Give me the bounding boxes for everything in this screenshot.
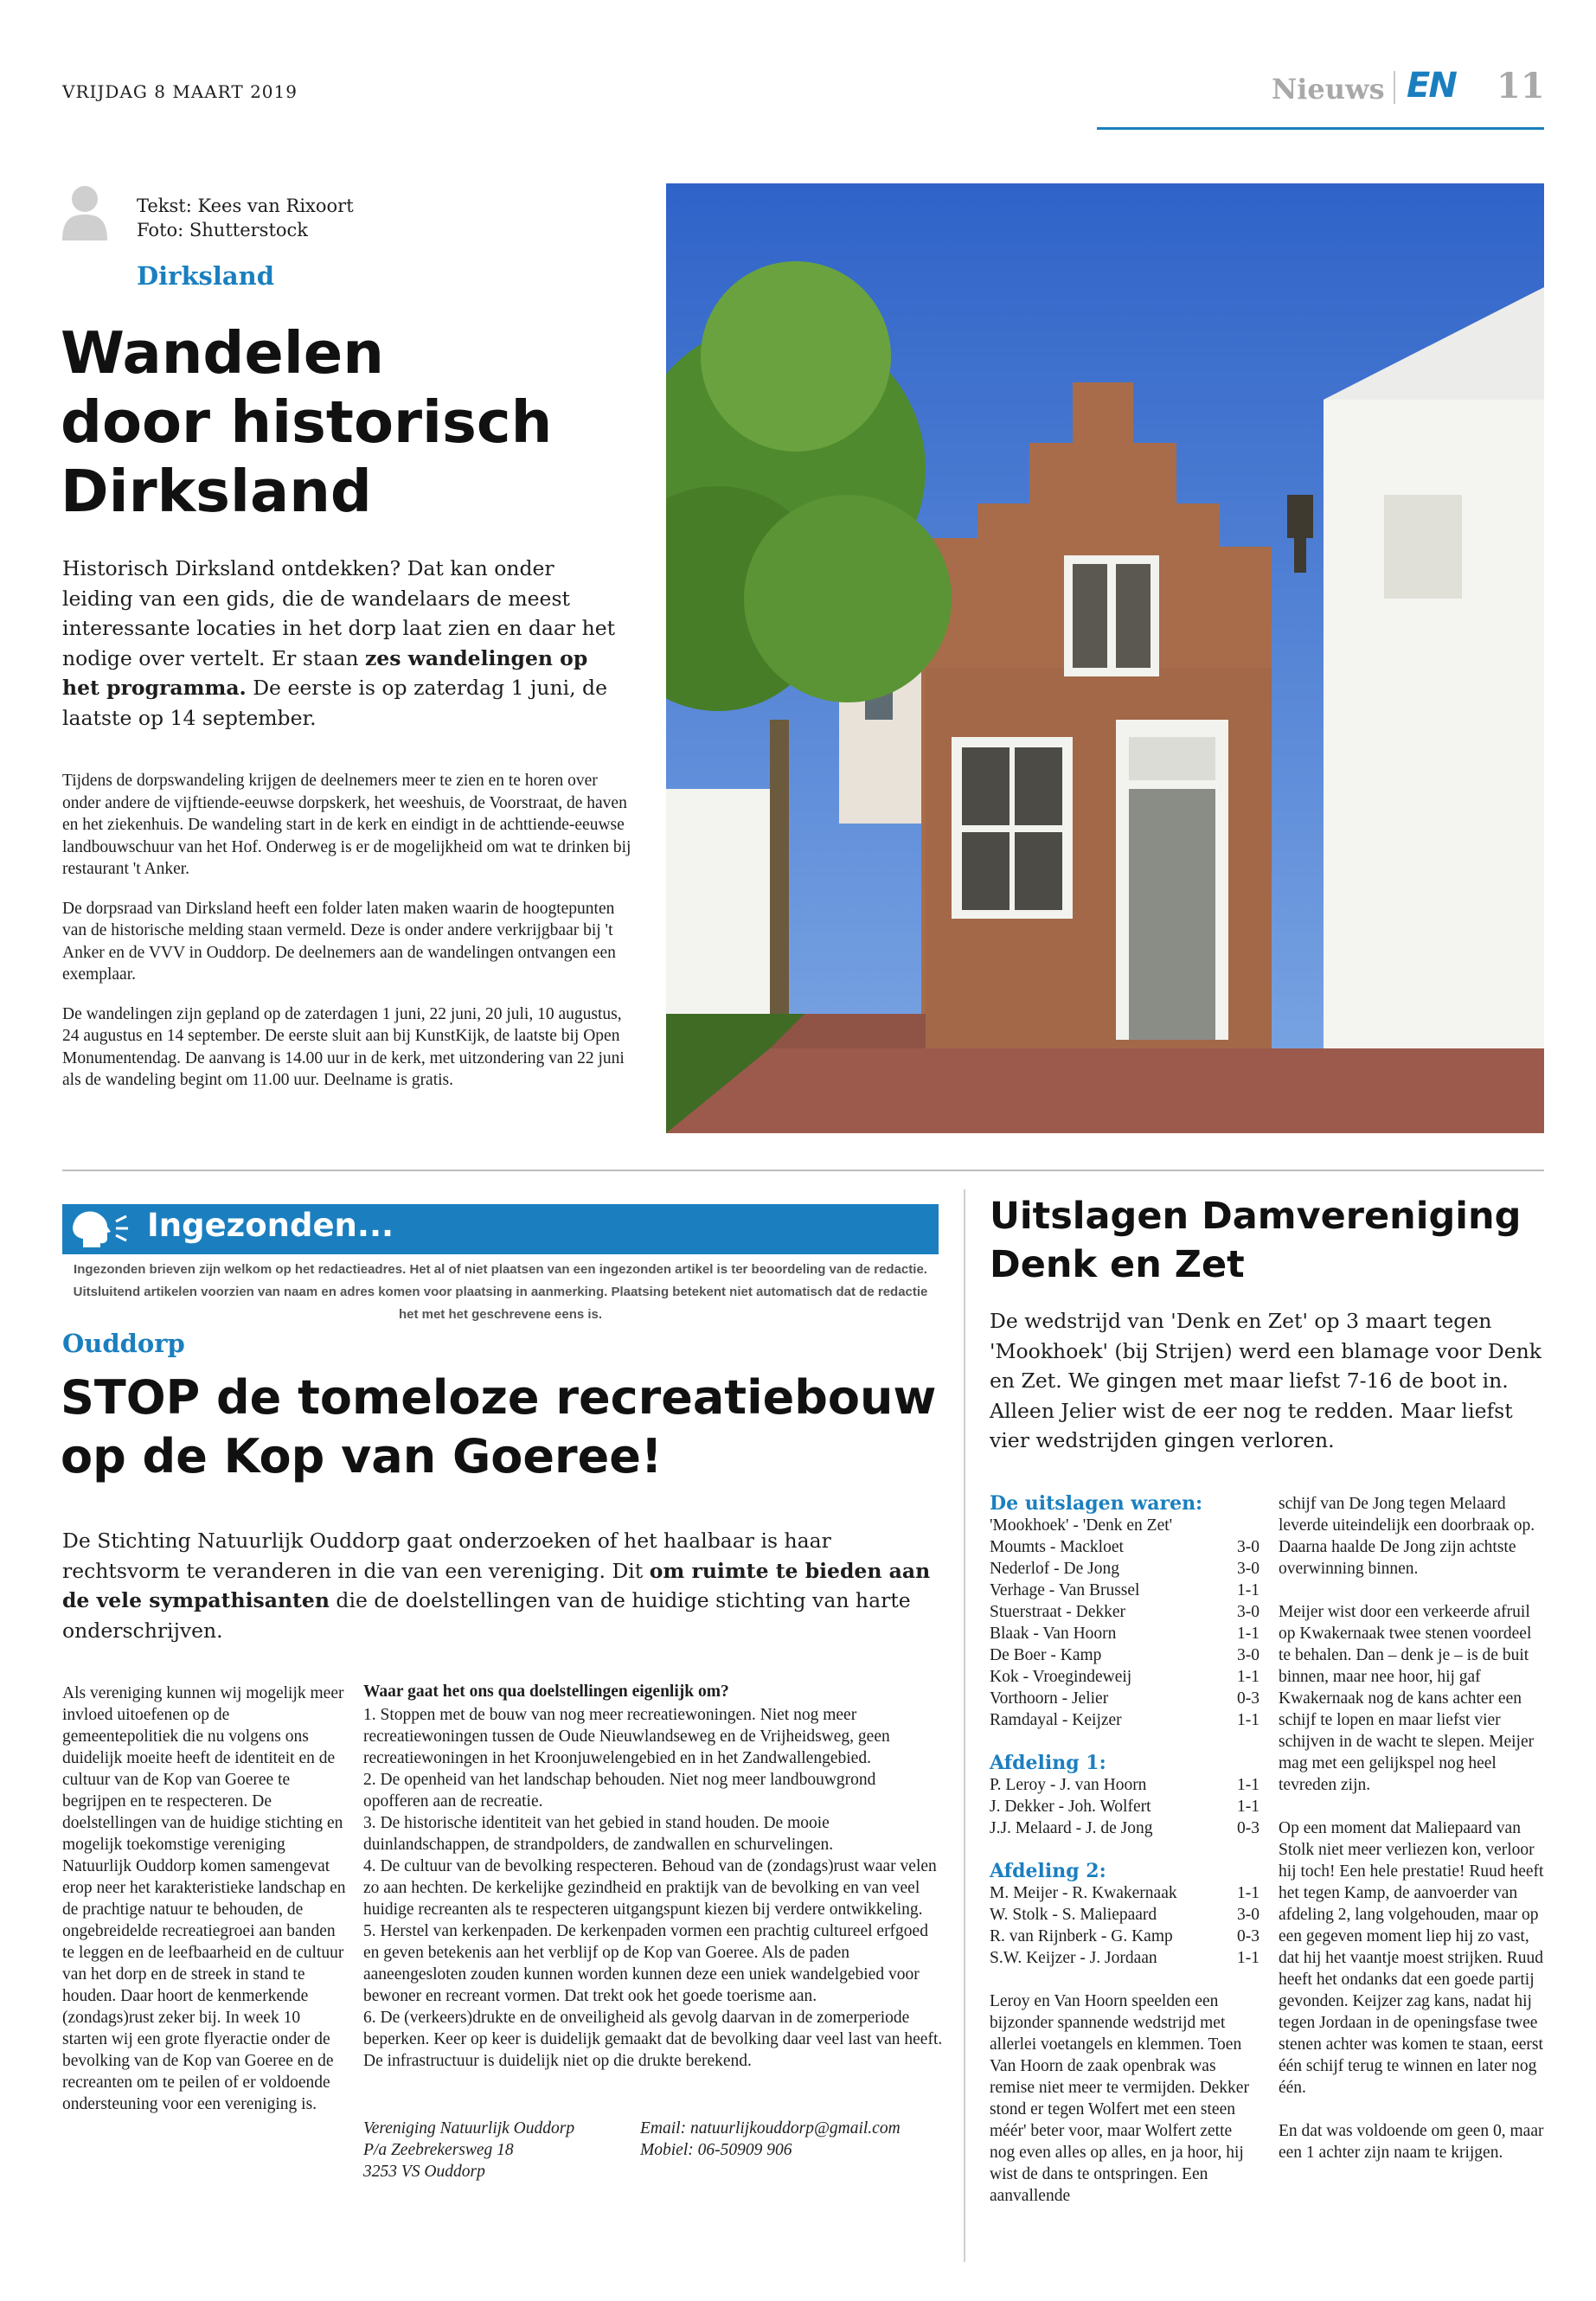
result-score: 1-1 (1237, 1668, 1259, 1686)
lead-emphasis: zes wandelingen op het programma. (62, 645, 588, 700)
article-body (62, 770, 633, 1109)
title-line: op de Kop van Goeree! (61, 1429, 663, 1484)
result-row (990, 1558, 1259, 1580)
speaking-head-icon (62, 1204, 152, 1254)
result-row (990, 1666, 1259, 1688)
article-lead (62, 554, 616, 733)
list-item: 1. Stoppen met de bouw van nog meer recreatiewoningen. Niet nog meer recreatiewoningen tussen de Oude Nieuwlandseweg en de Vrijheidsweg, geen recreatiewoningen in het Kroonjuwelengebied en in het Zandwallengebied. (363, 1706, 890, 1767)
result-pair: J.J. Melaard - J. de Jong (990, 1819, 1153, 1837)
section-label[interactable]: Nieuws (1272, 73, 1385, 106)
title-line: door historisch (61, 388, 553, 456)
result-score: 0-3 (1237, 1927, 1259, 1945)
result-score: 0-3 (1237, 1819, 1259, 1837)
result-row (990, 1926, 1259, 1947)
page-number: 11 (1497, 66, 1545, 106)
lead-text: De Stichting Natuurlijk Ouddorp gaat onderzoeken of het haalbaar is haar rechtsvorm te veranderen in die van een vereniging. Dit (62, 1529, 831, 1583)
lead-text: die de doelstellingen van de huidige stichting van harte onderschrijven. (62, 1588, 911, 1643)
signature-address (363, 2118, 631, 2182)
result-row (990, 1882, 1259, 1904)
result-score: 1-1 (1237, 1581, 1259, 1599)
article-lead (62, 1526, 945, 1645)
result-row (990, 1796, 1259, 1817)
disclaimer-line: het met het geschrevene eens is. (398, 1307, 603, 1322)
result-score: 1-1 (1237, 1949, 1259, 1967)
result-pair: Ramdayal - Keijzer (990, 1711, 1122, 1729)
lead-text: Historisch Dirksland ontdekken? Dat kan onder leiding van een gids, die de wandelaars de meest interessante locaties in het dorp laat zien en daar het nodige over vertelt. Er staan (62, 556, 616, 670)
result-score: 1-1 (1237, 1798, 1259, 1816)
result-score: 3-0 (1237, 1646, 1259, 1664)
byline-text: Tekst: Kees van Rixoort (137, 195, 354, 216)
result-pair: Moumts - Mackloet (990, 1538, 1124, 1556)
ingezonden-disclaimer (62, 1259, 939, 1326)
result-row (990, 1817, 1259, 1839)
afdeling1-table (990, 1774, 1259, 1839)
header-rule (1097, 127, 1544, 130)
result-score: 3-0 (1237, 1538, 1259, 1556)
result-score: 3-0 (1237, 1603, 1259, 1621)
result-pair: M. Meijer - R. Kwakernaak (990, 1884, 1177, 1902)
brand-logo[interactable]: EN (1407, 66, 1456, 106)
body-paragraph: En dat was voldoende om geen 0, maar een 1 achter zijn naam te krijgen. (1279, 2122, 1544, 2162)
phone-number: Mobiel: 06-50909 906 (640, 2141, 792, 2159)
match-line: 'Mookhoek' - 'Denk en Zet' (990, 1516, 1173, 1535)
header-divider (1394, 71, 1395, 104)
afdeling1-heading: Afdeling 1: (990, 1752, 1106, 1774)
result-row (990, 1580, 1259, 1601)
signature-line: P/a Zeebrekersweg 18 (363, 2141, 514, 2159)
result-pair: S.W. Keijzer - J. Jordaan (990, 1949, 1157, 1967)
issue-date: VRIJDAG 8 MAART 2019 (62, 81, 298, 102)
result-pair: Stuerstraat - Dekker (990, 1603, 1126, 1621)
result-pair: W. Stolk - S. Maliepaard (990, 1906, 1157, 1924)
email-link[interactable]: Email: natuurlijkouddorp@gmail.com (640, 2119, 901, 2138)
article-title[interactable] (61, 318, 552, 526)
result-row (990, 1904, 1259, 1926)
result-pair: P. Leroy - J. van Hoorn (990, 1776, 1147, 1794)
result-row (990, 1623, 1259, 1644)
section-divider (62, 1170, 1544, 1171)
byline-photo: Foto: Shutterstock (137, 220, 309, 240)
column-divider (964, 1189, 965, 2262)
body-paragraph: De wandelingen zijn gepland op de zaterdagen 1 juni, 22 juni, 20 juli, 10 augustus, 24 augustus en 14 september. De eerste sluit aan bij KunstKijk, de laatste bij Open Monumentendag. De aanvang is 14.00 uur in de kerk, met uitzondering van 22 juni als de wandeling begint om 11.00 uur. Deelname is gratis. (62, 1004, 625, 1089)
body-paragraph: Op een moment dat Maliepaard van Stolk niet meer verliezen kon, verloor hij toch! Een hele prestatie! Ruud heeft het tegen Kamp, de aanvoerder van afdeling 2, lang volgehouden, maar op een gegeven moment liep hij zo vast, dat hij het vaantje moest strijken. Ruud heeft het ondanks dat een goede partij gevonden. Keijzer zag kans, nadat hij tegen Jordaan in de openingsfase twee stenen achter was komen te staan, eerst één schijf terug te winnen en later nog één. (1279, 1819, 1544, 2097)
result-score: 1-1 (1237, 1625, 1259, 1643)
result-score: 1-1 (1237, 1776, 1259, 1794)
list-heading: Waar gaat het ons qua doelstellingen eigenlijk om? (363, 1682, 729, 1701)
result-pair: De Boer - Kamp (990, 1646, 1102, 1664)
title-line: STOP de tomeloze recreatiebouw (61, 1370, 937, 1425)
article-title[interactable] (61, 1368, 936, 1486)
result-row (990, 1947, 1259, 1969)
signature-line: 3253 VS Ouddorp (363, 2163, 485, 2181)
list-item: 3. De historische identiteit van het gebied in stand houden. De mooie duinlandschappen, de strandpolders, de zandwallen en schurvelingen. (363, 1814, 834, 1854)
afdeling2-table (990, 1882, 1259, 1969)
body-paragraph: schijf van De Jong tegen Melaard leverde uiteindelijk een doorbraak op. Daarna haalde De Jong zijn achtste overwinning binnen. (1279, 1495, 1535, 1578)
body-paragraph: Meijer wist door een verkeerde afruil op Kwakernaak twee stenen voordeel te behalen. Dan – denk je – is de buit binnen, maar nee hoor, hij gaf Kwakernaak nog de kans achter een schijf te lopen en maar liefst vier schijven in de wacht te slepen. Meijer mag met een gelijkspel nog heel tevreden zijn. (1279, 1603, 1535, 1794)
result-row (990, 1688, 1259, 1709)
disclaimer-line: Uitsluitend artikelen voorzien van naam en adres komen voor plaatsing in aanmerking. Plaatsing betekent niet automatisch dat de redactie (73, 1285, 928, 1299)
list-item: 4. De cultuur van de bevolking respecteren. Behoud van de (zondags)rust waar velen zo aan hechten. De kerkelijke gezindheid en praktijk van de bevolking en van veel huidige recreanten als te respecteren uitgangspunt kiezen bij verdere ontwikkeling. (363, 1857, 937, 1919)
result-score: 0-3 (1237, 1689, 1259, 1708)
result-score: 3-0 (1237, 1560, 1259, 1578)
signature-line: Vereniging Natuurlijk Ouddorp (363, 2119, 575, 2138)
results-heading: De uitslagen waren: (990, 1492, 1203, 1515)
article-body: Leroy en Van Hoorn speelden een bijzonder spannende wedstrijd met allerlei voetangels en klemmen. Toen Van Hoorn de zaak openbrak was remise niet meer te vermijden. Dekker stond er tegen Wolfert met een steen méér' beter voor, maar Wolfert zette nog even alles op alles, en ja hoor, hij wist de dans te ontspringen. Een aanvallende (990, 1992, 1249, 2205)
title-line: Dirksland (61, 458, 372, 525)
result-score: 3-0 (1237, 1906, 1259, 1924)
result-pair: Verhage - Van Brussel (990, 1581, 1140, 1599)
article-lead: De wedstrijd van 'Denk en Zet' op 3 maart tegen 'Mookhoek' (bij Strijen) werd een blamage voor Denk en Zet. We gingen met maar liefst 7-16 de boot in. Alleen Jelier wist de eer nog te redden. Maar liefst vier wedstrijden gingen verloren. (990, 1309, 1542, 1452)
result-pair: J. Dekker - Joh. Wolfert (990, 1798, 1151, 1816)
lead-emphasis: om ruimte te bieden aan de vele sympathisanten (62, 1558, 931, 1612)
results-table (990, 1536, 1259, 1731)
article-body-continued (1279, 1493, 1547, 2185)
body-paragraph: De dorpsraad van Dirksland heeft een folder laten maken waarin de hoogtepunten van de historische melding staan vermeld. Deze is onder andere verkrijgbaar bij 't Anker en de VVV in Ouddorp. De deelnemers aan de wandelingen ontvangen een exemplaar. (62, 899, 616, 984)
results-column (990, 1493, 1259, 2207)
article-title[interactable]: Uitslagen Damvereniging Denk en Zet (990, 1195, 1522, 1286)
list-item: 6. De (verkeers)drukte en de onveiligheid als gevolg daarvan in de zomerperiode beperken. Keer op keer is duidelijk gemaakt dat de bevolking daar veel last van heeft. De infrastructuur is duidelijk niet op die drukte berekend. (363, 2009, 943, 2070)
disclaimer-line: Ingezonden brieven zijn welkom op het redactieadres. Het al of niet plaatsen van een ingezonden artikel is ter beoordeling van de redactie. (74, 1262, 927, 1277)
result-row (990, 1644, 1259, 1666)
title-line: Wandelen (61, 319, 384, 387)
result-score: 1-1 (1237, 1711, 1259, 1729)
result-row (990, 1774, 1259, 1796)
result-pair: Nederlof - De Jong (990, 1560, 1119, 1578)
result-row (990, 1709, 1259, 1731)
lead-text: De eerste is op zaterdag 1 juni, de laatste op 14 september. (62, 676, 608, 730)
article-location: Ouddorp (62, 1329, 185, 1358)
result-pair: Kok - Vroegindeweij (990, 1668, 1132, 1686)
result-pair: Blaak - Van Hoorn (990, 1625, 1117, 1643)
article-photo[interactable] (666, 183, 1544, 1133)
result-row (990, 1536, 1259, 1558)
author-avatar-icon (61, 183, 109, 240)
result-pair: R. van Rijnberk - G. Kamp (990, 1927, 1173, 1945)
article-body: Als vereniging kunnen wij mogelijk meer invloed uitoefenen op de gemeentepolitiek die nu volgens ons duidelijk moeite heeft de identiteit en de cultuur van de Kop van Goeree te begrijpen en te respecteren. De doelstellingen van de huidige stichting en mogelijk toekomstige vereniging Natuurlijk Ouddorp komen samengevat erop neer het karakteristieke landschap en de prachtige natuur te behouden, de ongebreidelde recreatiegroei aan banden te leggen en de leefbaarheid en de cultuur van het dorp en de streek in stand te houden. Daar hoort de kenmerkende (zondags)rust zeker bij. In week 10 starten wij een grote flyeractie onder de bevolking van de Kop van Goeree en de recreanten om te peilen of er voldoende ondersteuning voor een vereniging is. (62, 1684, 346, 2113)
result-pair: Vorthoorn - Jelier (990, 1689, 1109, 1708)
goals-list (363, 1704, 945, 2072)
list-item: 5. Herstel van kerkenpaden. De kerkenpaden vormen een prachtig cultureel erfgoed en geven betekenis aan het verblijf op de Kop van Goeree. Als de paden aaneengesloten zouden kunnen worden kunnen deze een uniek wandelgebied voor bewoner en recreant vormen. Dat trekt ook het goede toerisme aan. (363, 1922, 928, 2005)
body-paragraph: Tijdens de dorpswandeling krijgen de deelnemers meer te zien en te horen over onder andere de vijftiende-eeuwse dorpskerk, het weeshuis, de Voorstraat, de haven en het ziekenhuis. De wandeling start in de kerk en eindigt in de achttiende-eeuwse landbouwschuur van het Hof. Onderweg is er de mogelijkheid om wat te drinken bij restaurant 't Anker. (62, 772, 631, 878)
ingezonden-heading: Ingezonden... (147, 1207, 394, 1244)
afdeling2-heading: Afdeling 2: (990, 1860, 1106, 1882)
article-location: Dirksland (137, 261, 275, 291)
list-item: 2. De openheid van het landschap behouden. Niet nog meer landbouwgrond opofferen aan de recreatie. (363, 1771, 876, 1811)
signature-contact (640, 2118, 952, 2161)
result-row (990, 1601, 1259, 1623)
result-score: 1-1 (1237, 1884, 1259, 1902)
